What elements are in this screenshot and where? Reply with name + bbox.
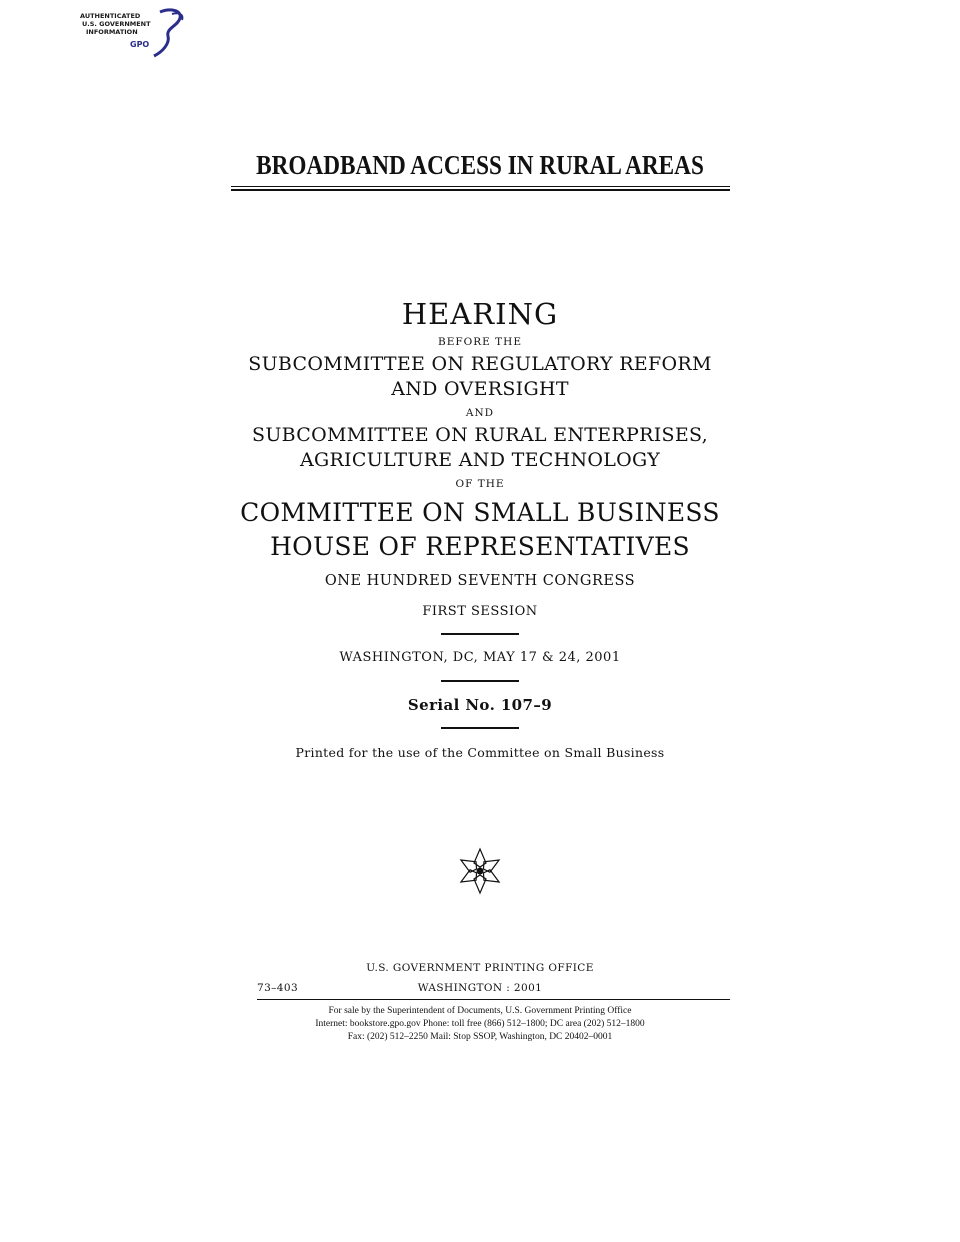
- sale-info-line-2: Internet: bookstore.gpo.gov Phone: toll free (866) 512–1800; DC area (202) 512–1800: [315, 1019, 645, 1029]
- session-label: FIRST SESSION: [422, 604, 538, 619]
- title-rule-bottom: [231, 189, 730, 191]
- subcommittee-2-line-1: SUBCOMMITTEE ON RURAL ENTERPRISES,: [252, 424, 708, 446]
- of-the-label: OF THE: [455, 478, 505, 490]
- serial-number: Serial No. 107–9: [407, 696, 553, 714]
- publisher-place: WASHINGTON : 2001: [417, 982, 543, 994]
- logo-line-1: AUTHENTICATED: [80, 12, 141, 20]
- printed-for-note: Printed for the use of the Committee on Small Business: [295, 745, 665, 760]
- title-rule-top: [231, 186, 730, 187]
- eagle-icon: [152, 6, 192, 62]
- footer-rule: [257, 999, 730, 1000]
- house-name: HOUSE OF REPRESENTATIVES: [270, 532, 690, 561]
- logo-line-3: INFORMATION: [86, 28, 138, 36]
- job-number: 73–403: [257, 982, 299, 994]
- logo-line-2: U.S. GOVERNMENT: [82, 20, 151, 28]
- subcommittee-1-line-1: SUBCOMMITTEE ON REGULATORY REFORM: [248, 353, 712, 375]
- congress-label: ONE HUNDRED SEVENTH CONGRESS: [324, 573, 636, 589]
- document-title: BROADBAND ACCESS IN RURAL AREAS: [256, 150, 704, 180]
- logo-mark-text: GPO: [130, 40, 150, 49]
- subcommittee-1-line-2: AND OVERSIGHT: [391, 378, 569, 400]
- divider-rule-3: [441, 727, 519, 729]
- subcommittee-2-line-2: AGRICULTURE AND TECHNOLOGY: [299, 449, 661, 471]
- sale-info-line-3: Fax: (202) 512–2250 Mail: Stop SSOP, Washington, DC 20402–0001: [347, 1032, 613, 1042]
- committee-name: COMMITTEE ON SMALL BUSINESS: [240, 498, 720, 527]
- divider-rule-2: [441, 680, 519, 682]
- and-label: AND: [465, 407, 495, 419]
- publisher-name: U.S. GOVERNMENT PRINTING OFFICE: [366, 962, 594, 974]
- before-the-label: BEFORE THE: [437, 336, 522, 348]
- gpo-emblem-icon: [454, 845, 506, 897]
- location-date: WASHINGTON, DC, MAY 17 & 24, 2001: [339, 650, 621, 665]
- divider-rule-1: [441, 633, 519, 635]
- hearing-heading: HEARING: [401, 297, 559, 331]
- gpo-authenticated-logo: [72, 6, 192, 62]
- sale-info-line-1: For sale by the Superintendent of Documents, U.S. Government Printing Office: [328, 1006, 632, 1016]
